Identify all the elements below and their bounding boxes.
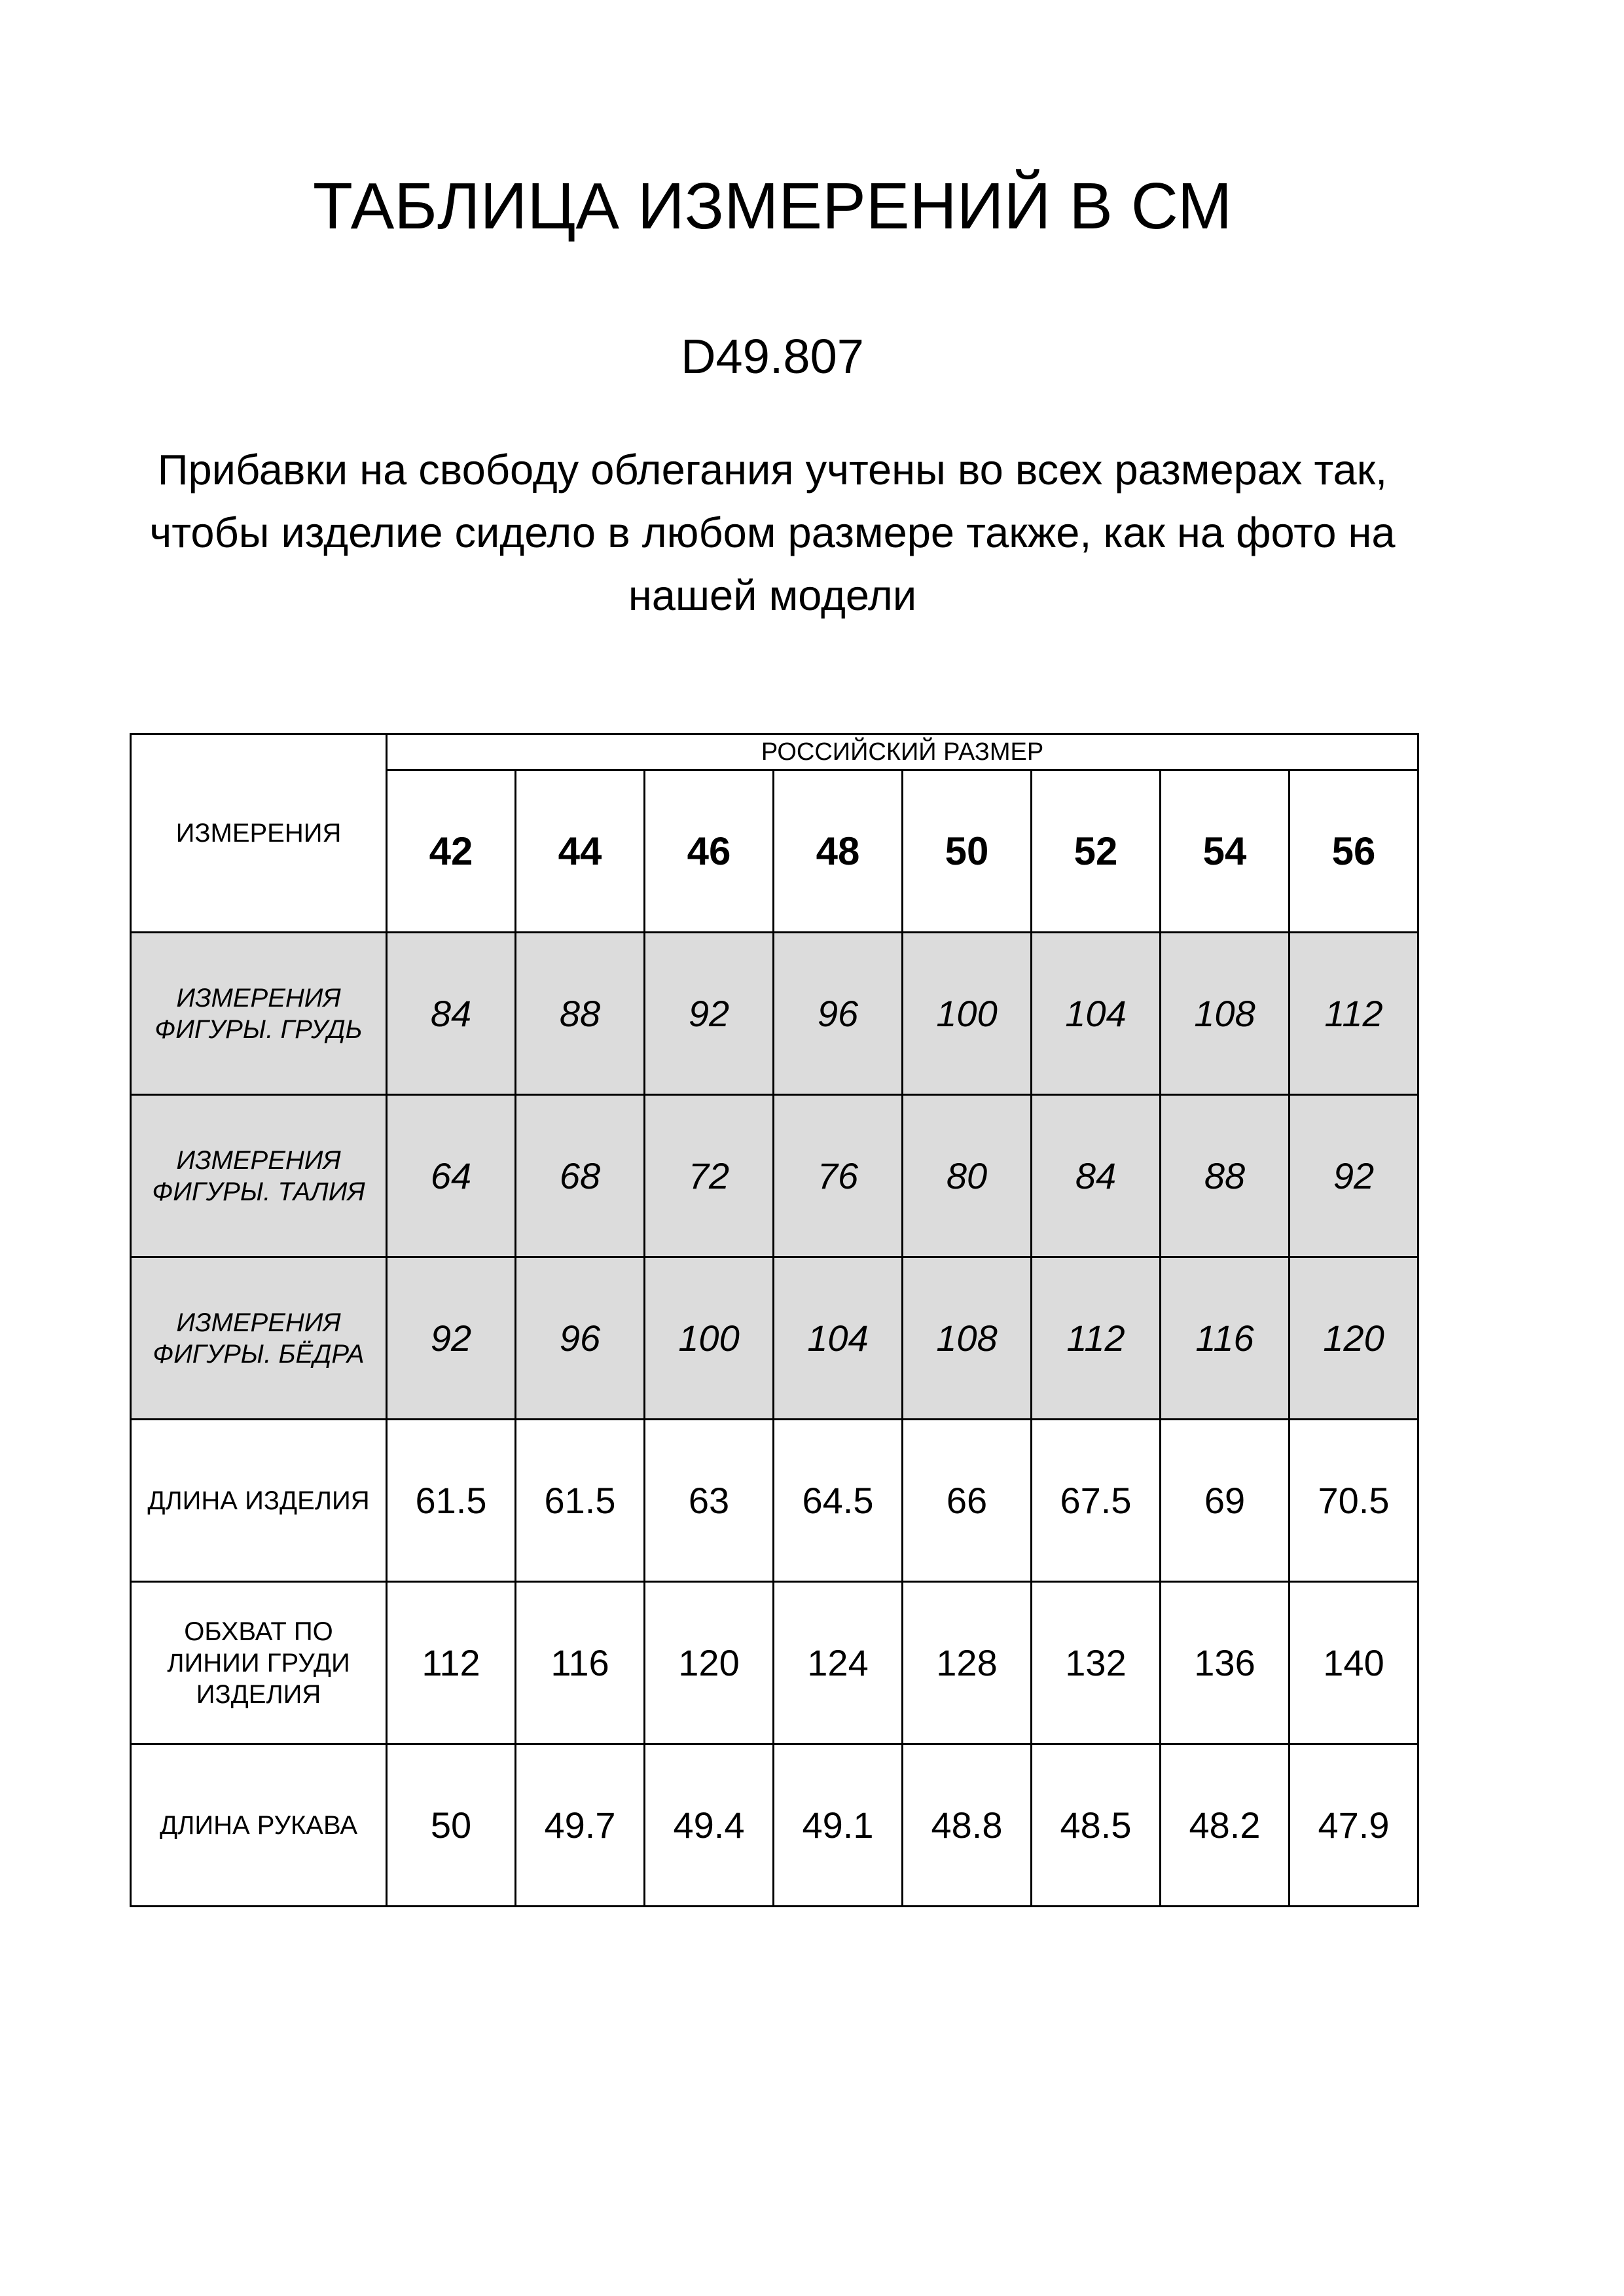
table-cell: 80 (903, 1095, 1032, 1257)
size-header-cell: 56 (1290, 770, 1418, 933)
size-header-cell: 48 (774, 770, 903, 933)
table-cell: 120 (1290, 1257, 1418, 1420)
table-cell: 64.5 (774, 1420, 903, 1582)
table-cell: 61.5 (516, 1420, 645, 1582)
table-cell: 64 (387, 1095, 516, 1257)
table-cell: 67.5 (1032, 1420, 1161, 1582)
row-label: ДЛИНА РУКАВА (131, 1744, 387, 1907)
table-cell: 120 (645, 1582, 774, 1744)
table-cell: 49.7 (516, 1744, 645, 1907)
size-header-cell: 50 (903, 770, 1032, 933)
table-cell: 84 (1032, 1095, 1161, 1257)
table-row (131, 933, 1418, 1095)
table-row (131, 1582, 1418, 1744)
product-code: D49.807 (681, 329, 864, 384)
table-row (131, 1420, 1418, 1582)
size-header-cell: 42 (387, 770, 516, 933)
table-cell: 48.5 (1032, 1744, 1161, 1907)
table-cell: 104 (1032, 933, 1161, 1095)
table-cell: 112 (1290, 933, 1418, 1095)
table-cell: 92 (1290, 1095, 1418, 1257)
table-row (131, 1095, 1418, 1257)
table-cell: 104 (774, 1257, 903, 1420)
table-cell: 112 (387, 1582, 516, 1744)
table-cell: 140 (1290, 1582, 1418, 1744)
table-cell: 66 (903, 1420, 1032, 1582)
page-title: ТАБЛИЦА ИЗМЕРЕНИЙ В СМ (312, 170, 1233, 243)
table-cell: 88 (1161, 1095, 1290, 1257)
table-cell: 49.1 (774, 1744, 903, 1907)
row-label: ИЗМЕРЕНИЯ ФИГУРЫ. ГРУДЬ (131, 933, 387, 1095)
table-cell: 136 (1161, 1582, 1290, 1744)
table-cell: 92 (387, 1257, 516, 1420)
size-table (130, 733, 1419, 1907)
table-cell: 70.5 (1290, 1420, 1418, 1582)
table-cell: 116 (1161, 1257, 1290, 1420)
table-cell: 124 (774, 1582, 903, 1744)
table-cell: 72 (645, 1095, 774, 1257)
table-cell: 96 (774, 933, 903, 1095)
table-cell: 49.4 (645, 1744, 774, 1907)
table-cell: 88 (516, 933, 645, 1095)
size-header-cell: 46 (645, 770, 774, 933)
table-cell: 47.9 (1290, 1744, 1418, 1907)
table-cell: 48.8 (903, 1744, 1032, 1907)
size-header-cell: 54 (1161, 770, 1290, 933)
table-cell: 76 (774, 1095, 903, 1257)
measurements-header: ИЗМЕРЕНИЯ (131, 734, 387, 933)
fit-note: Прибавки на свободу облегания учтены во всех размерах так, чтобы изделие сидело в любом размере также, как на фото на нашей модели (149, 446, 1396, 619)
row-label: ИЗМЕРЕНИЯ ФИГУРЫ. ТАЛИЯ (131, 1095, 387, 1257)
table-cell: 116 (516, 1582, 645, 1744)
table-cell: 48.2 (1161, 1744, 1290, 1907)
table-cell: 108 (1161, 933, 1290, 1095)
table-cell: 128 (903, 1582, 1032, 1744)
table-cell: 96 (516, 1257, 645, 1420)
table-cell: 112 (1032, 1257, 1161, 1420)
row-label: ИЗМЕРЕНИЯ ФИГУРЫ. БЁДРА (131, 1257, 387, 1420)
table-cell: 100 (903, 933, 1032, 1095)
table-header-group-row (131, 734, 1418, 770)
table-row (131, 1257, 1418, 1420)
table-cell: 84 (387, 933, 516, 1095)
table-cell: 92 (645, 933, 774, 1095)
table-cell: 69 (1161, 1420, 1290, 1582)
size-group-header: РОССИЙСКИЙ РАЗМЕР (387, 734, 1418, 770)
table-cell: 100 (645, 1257, 774, 1420)
size-header-cell: 52 (1032, 770, 1161, 933)
row-label: ДЛИНА ИЗДЕЛИЯ (131, 1420, 387, 1582)
table-cell: 50 (387, 1744, 516, 1907)
size-header-cell: 44 (516, 770, 645, 933)
table-row (131, 1744, 1418, 1907)
table-cell: 68 (516, 1095, 645, 1257)
row-label: ОБХВАТ ПО ЛИНИИ ГРУДИ ИЗДЕЛИЯ (131, 1582, 387, 1744)
table-cell: 132 (1032, 1582, 1161, 1744)
table-cell: 63 (645, 1420, 774, 1582)
table-cell: 61.5 (387, 1420, 516, 1582)
table-cell: 108 (903, 1257, 1032, 1420)
